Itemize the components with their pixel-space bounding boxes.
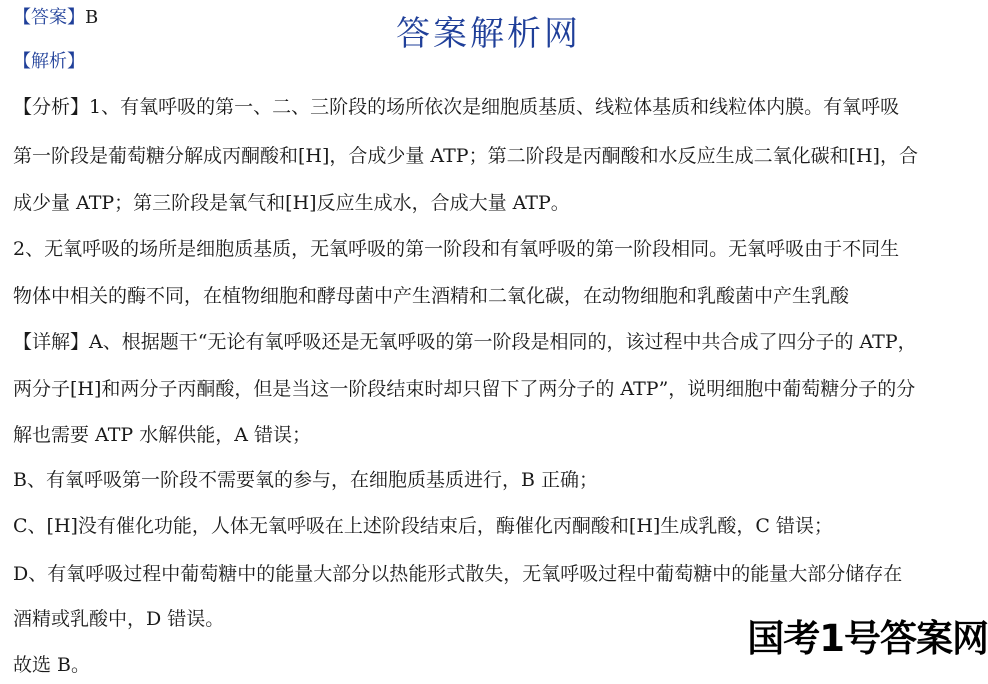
answer-value: B (85, 7, 99, 28)
fenxi-line-4: 2、无氧呼吸的场所是细胞质基质，无氧呼吸的第一阶段和有氧呼吸的第一阶段相同。无氧呼吸由于不同生 (13, 238, 900, 260)
xiangjie-line-1 (13, 330, 917, 354)
fenxi-text-1: 1、有氧呼吸的第一、二、三阶段的场所依次是细胞质基质、线粒体基质和线粒体内膜。有氧呼吸 (89, 96, 900, 118)
fenxi-line-2: 第一阶段是葡萄糖分解成丙酮酸和[H]，合成少量 ATP；第二阶段是丙酮酸和水反应生成二氧化碳和[H]，合 (13, 145, 918, 167)
fenxi-tag: 【分析】 (13, 96, 90, 118)
xiangjie-text-1: A、根据题干“无论有氧呼吸还是无氧呼吸的第一阶段是相同的，该过程中共合成了四分子的 ATP， (89, 331, 917, 353)
answer-tag: 【答案】 (13, 7, 85, 28)
watermark-bottom: 国考1号答案网 (743, 608, 988, 662)
fenxi-line-1 (13, 95, 899, 119)
analysis-tag: 【解析】 (13, 51, 85, 72)
xiangjie-line-7: 酒精或乳酸中，D 错误。 (13, 608, 225, 630)
xiangjie-line-5: C、[H]没有催化功能，人体无氧呼吸在上述阶段结束后，酶催化丙酮酸和[H]生成乳酸，C 错误； (13, 515, 833, 537)
fenxi-line-3: 成少量 ATP；第三阶段是氧气和[H]反应生成水，合成大量 ATP。 (13, 192, 570, 214)
xiangjie-line-3: 解也需要 ATP 水解供能，A 错误； (13, 424, 311, 446)
watermark-top: 答案解析网 (396, 14, 581, 54)
answer-line (13, 6, 98, 30)
fenxi-line-5: 物体中相关的酶不同，在植物细胞和酵母菌中产生酒精和二氧化碳，在动物细胞和乳酸菌中产生乳酸 (13, 285, 850, 307)
xiangjie-line-2: 两分子[H]和两分子丙酮酸，但是当这一阶段结束时却只留下了两分子的 ATP”，说明细胞中葡萄糖分子的分 (13, 378, 916, 400)
xiangjie-line-4: B、有氧呼吸第一阶段不需要氧的参与，在细胞质基质进行，B 正确； (13, 469, 598, 491)
conclusion-line: 故选 B。 (13, 654, 91, 676)
xiangjie-line-6: D、有氧呼吸过程中葡萄糖中的能量大部分以热能形式散失，无氧呼吸过程中葡萄糖中的能量大部分储存在 (13, 563, 903, 585)
xiangjie-tag: 【详解】 (13, 331, 90, 353)
